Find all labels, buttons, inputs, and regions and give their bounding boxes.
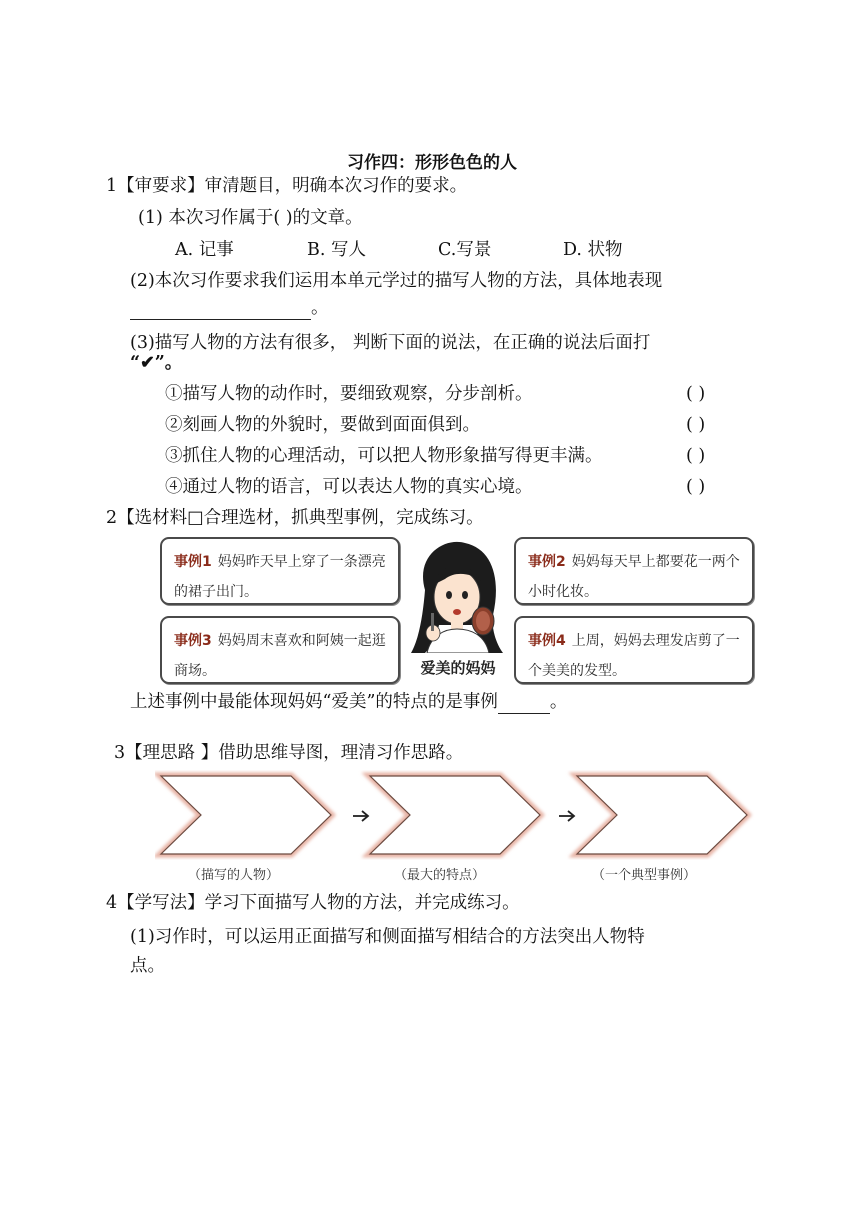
statement-4-answer[interactable]: ( ) <box>686 477 706 497</box>
q1-option-d: D. 状物 <box>563 240 623 260</box>
statement-2-answer[interactable]: ( ) <box>686 415 706 435</box>
mind-map-caption-3: （一个典型事例） <box>592 868 697 883</box>
q2-question-end: 。 <box>549 692 568 712</box>
page-title: 习作四：形形色色的人 <box>347 153 517 173</box>
statement-1: ①描写人物的动作时，要细致观察，分步剖析。 <box>165 384 533 404</box>
arrow-right-icon <box>353 811 368 821</box>
mind-map-caption-1: （描写的人物） <box>188 868 280 883</box>
case-label: 事例2 <box>528 554 566 570</box>
case-text: 妈妈周末喜欢和阿姨一起逛商场。 <box>174 633 386 679</box>
statement-3: ③抓住人物的心理活动，可以把人物形象描写得更丰满。 <box>165 446 603 466</box>
q1-sub1: (1) 本次习作属于( )的文章。 <box>138 208 363 228</box>
arrow-right-icon <box>559 811 574 821</box>
q4-sub1: (1)习作时，可以运用正面描写和侧面描写相结合的方法突出人物特 <box>130 927 645 947</box>
mom-illustration-label: 爱美的妈妈 <box>420 659 496 677</box>
q4-sub1-line2: 点。 <box>130 956 165 976</box>
chevron-shape <box>577 776 747 854</box>
chevron-shape <box>370 776 540 854</box>
statement-4: ④通过人物的语言，可以表达人物的真实心境。 <box>165 477 533 497</box>
mind-map-caption-2: （最大的特点） <box>394 868 486 883</box>
answer-blank[interactable] <box>130 301 311 320</box>
case-card-1 <box>160 537 400 605</box>
q1-option-c: C.写景 <box>438 240 492 260</box>
q1-sub3: (3)描写人物的方法有很多， 判断下面的说法，在正确的说法后面打 <box>130 333 651 353</box>
q4-heading: 4【学写法】学习下面描写人物的方法，并完成练习。 <box>106 893 520 913</box>
q1-sub2: (2)本次习作要求我们运用本单元学过的描写人物的方法，具体地表现 <box>130 271 663 291</box>
q3-heading: 3【理思路 】借助思维导图，理清习作思路。 <box>114 743 464 763</box>
case-card-3 <box>160 616 400 684</box>
q2-heading: 2【选材料□合理选材，抓典型事例，完成练习。 <box>106 508 484 528</box>
q2-question-text: 上述事例中最能体现妈妈“爱美”的特点的是事例 <box>130 692 498 712</box>
q1-option-b: B. 写人 <box>307 240 366 260</box>
case-text: 妈妈昨天早上穿了一条漂亮的裙子出门。 <box>174 554 386 600</box>
q1-option-a: A. 记事 <box>175 240 234 260</box>
case-text: 上周，妈妈去理发店剪了一个美美的发型。 <box>528 633 740 679</box>
q2-question <box>130 690 567 714</box>
case-text: 妈妈每天早上都要花一两个小时化妆。 <box>528 554 740 600</box>
q1-sub2-blank-line <box>130 296 329 320</box>
answer-blank[interactable] <box>498 695 550 714</box>
statement-1-answer[interactable]: ( ) <box>686 384 706 404</box>
case-card-4 <box>514 616 754 684</box>
case-card-2 <box>514 537 754 605</box>
mom-illustration <box>405 535 510 685</box>
case-label: 事例4 <box>528 633 566 649</box>
chevron-shape <box>161 776 331 854</box>
case-label: 事例3 <box>174 633 212 649</box>
statement-2: ②刻画人物的外貌时，要做到面面俱到。 <box>165 415 480 435</box>
case-label: 事例1 <box>174 554 212 570</box>
statement-3-answer[interactable]: ( ) <box>686 446 706 466</box>
q1-heading: 1【审要求】审清题目，明确本次习作的要求。 <box>106 176 468 196</box>
mind-map <box>155 770 755 860</box>
q1-sub2-end: 。 <box>311 298 329 318</box>
q1-sub3-line2: “✔”。 <box>130 353 183 373</box>
